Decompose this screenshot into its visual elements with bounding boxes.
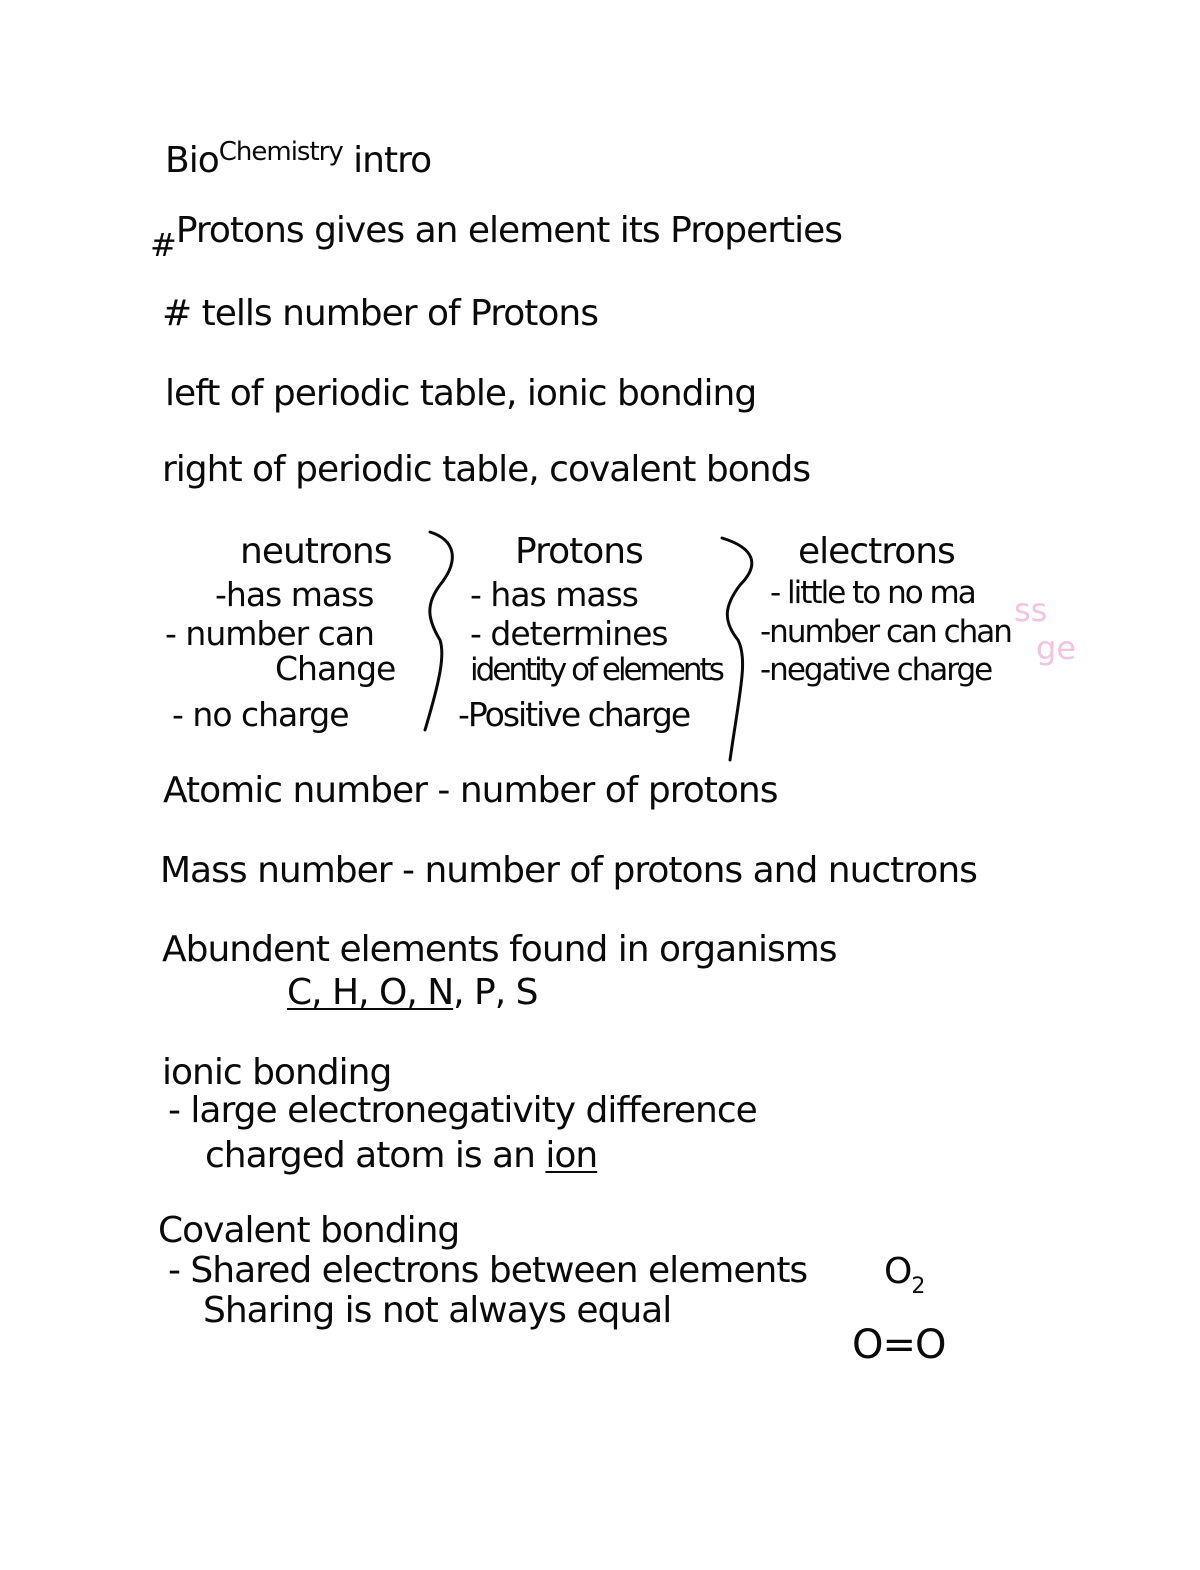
title-suffix: intro <box>342 140 432 181</box>
note-line-protons-properties <box>150 210 843 264</box>
protons-item: - has mass <box>470 575 638 614</box>
title-prefix: Bio <box>165 140 219 181</box>
ionic-bonding-item: - large electronegativity difference <box>168 1090 757 1131</box>
protons-item: - determines <box>470 614 668 653</box>
electrons-item: -number can chan <box>760 614 1011 650</box>
atomic-number-line: Atomic number - number of protons <box>163 770 778 811</box>
neutrons-item: Change <box>275 649 396 688</box>
neutrons-item: - number can <box>165 614 374 653</box>
ionic-bonding-heading: ionic bonding <box>162 1052 392 1093</box>
oxygen-formula-base: O <box>884 1251 912 1292</box>
hash-symbol: # <box>150 226 176 264</box>
protons-item: -Positive charge <box>458 695 690 734</box>
neutrons-item: -has mass <box>215 575 374 614</box>
protons-item: identity of elements <box>470 652 722 688</box>
note-line-left-periodic: left of periodic table, ionic bonding <box>165 373 757 414</box>
abundant-underlined: C, H, O, N <box>287 972 454 1013</box>
covalent-bonding-heading: Covalent bonding <box>158 1210 460 1251</box>
ion-underlined: ion <box>545 1135 598 1176</box>
neutrons-heading: neutrons <box>240 531 392 572</box>
faded-overflow-text: ss <box>1014 591 1048 629</box>
ionic-item2-text: charged atom is an <box>205 1135 546 1176</box>
page-title <box>165 137 432 181</box>
protons-heading: Protons <box>515 531 643 572</box>
abundant-elements-heading: Abundent elements found in organisms <box>162 929 837 970</box>
electrons-heading: electrons <box>798 531 955 572</box>
title-superscript: Chemistry <box>218 137 343 167</box>
neutrons-item: - no charge <box>172 695 349 734</box>
note-line-protons-properties-text: Protons gives an element its Properties <box>175 210 843 251</box>
covalent-bonding-item: Sharing is not always equal <box>203 1290 672 1331</box>
note-line-tells-protons: # tells number of Protons <box>162 293 598 334</box>
oxygen-formula-subscript: 2 <box>911 1274 925 1299</box>
ionic-bonding-item <box>205 1135 598 1176</box>
oxygen-double-bond: O=O <box>852 1322 946 1368</box>
bracket-protons-electrons <box>722 538 752 760</box>
electrons-item: - little to no ma <box>770 575 975 611</box>
oxygen-formula <box>884 1251 925 1299</box>
covalent-bonding-item: - Shared electrons between elements <box>168 1250 808 1291</box>
electrons-item: -negative charge <box>760 652 992 688</box>
mass-number-line: Mass number - number of protons and nuctrons <box>160 850 977 891</box>
note-line-right-periodic: right of periodic table, covalent bonds <box>162 449 811 490</box>
faded-overflow-text: ge <box>1036 629 1076 667</box>
bracket-neutrons-protons <box>425 532 452 730</box>
abundant-elements-list <box>287 972 538 1013</box>
abundant-rest: , P, S <box>453 972 538 1013</box>
